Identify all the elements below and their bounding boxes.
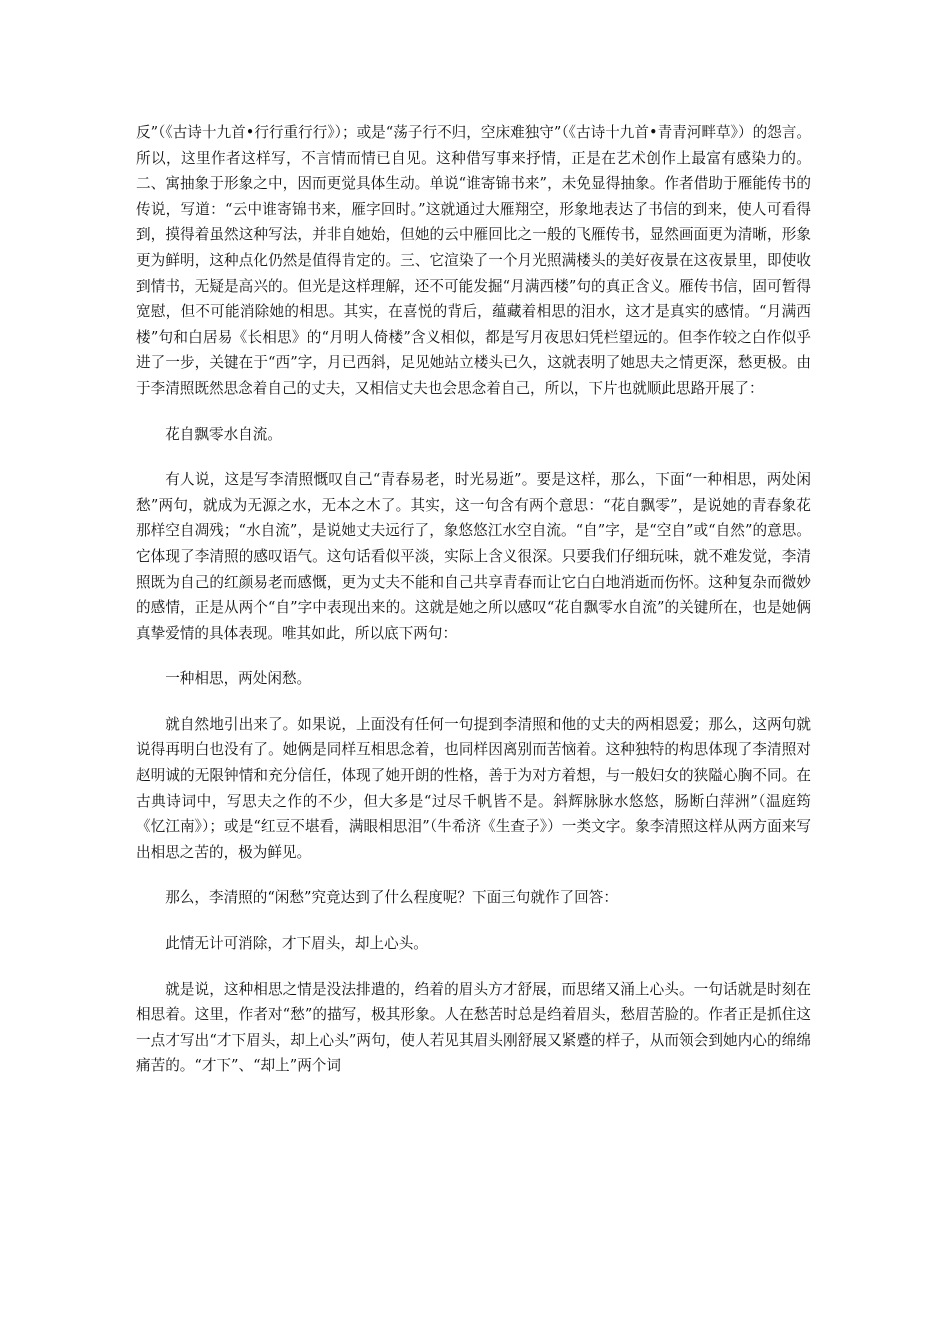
paragraph-quoted-line-2: 一种相思，两处闲愁。: [165, 670, 312, 688]
paragraph-commentary-3: 就自然地引出来了。如果说，上面没有任何一句提到李清照和他的丈夫的两相恩爱；那么，这两句就说得再明白也没有了。她俩是同样互相思念着，也同样因离别而苦恼着。这种独特的构思体现了李清照对赵明诚的无限钟情和充分信任，体现了她开朗的性格，善于为对方着想，与一般妇女的狭隘心胸不同。在古典诗词中，写思夫之作的不少，但大多是“过尽千帆皆不是。斜辉脉脉水悠悠，肠断白萍洲”（温庭筠《忆江南》）；或是“红豆不堪看，满眼相思泪”（牛希济《生查子》）一类文字。象李清照这样从两方面来写出相思之苦的，极为鲜见。: [136, 715, 811, 861]
paragraph-quoted-line-3: 此情无计可消除，才下眉头，却上心头。: [165, 935, 428, 953]
paragraph-commentary-1: 反”（《古诗十九首•行行重行行》）；或是“荡子行不归，空床难独守”（《古诗十九首•青青河畔草》）的怨言。所以，这里作者这样写，不言情而情已自见。这种借写事来抒情，正是在艺术创作上最富有感染力的。二、寓抽象于形象之中，因而更觉具体生动。单说“谁寄锦书来”，未免显得抽象。作者借助于雁能传书的传说，写道：“云中谁寄锦书来，雁字回时。”这就通过大雁翔空，形象地表达了书信的到来，使人可看得到，摸得着虽然这种写法，并非自她始，但她的云中雁回比之一般的飞雁传书，显然画面更为清晰，形象更为鲜明，这种点化仍然是值得肯定的。三、它渲染了一个月光照满楼头的美好夜景在这夜景里，即使收到情书，无疑是高兴的。但光是这样理解，还不可能发掘“月满西楼”句的真正含义。雁传书信，固可暂得宽慰，但不可能消除她的相思。其实，在喜悦的背后，蕴藏着相思的泪水，这才是真实的感情。“月满西楼”句和白居易《长相思》的“月明人倚楼”含义相似，都是写月夜思妇凭栏望远的。但李作较之白作似乎进了一步，关键在于“西”字，月已西斜，足见她站立楼头已久，这就表明了她思夫之情更深，愁更极。由于李清照既然思念着自己的丈夫，又相信丈夫也会思念着自己，所以，下片也就顺此思路开展了：: [136, 124, 811, 397]
paragraph-commentary-5: 就是说，这种相思之情是没法排遣的，绉着的眉头方才舒展，而思绪又涌上心头。一句话就是时刻在相思着。这里，作者对“愁”的描写，极其形象。人在愁苦时总是绉着眉头，愁眉苦脸的。作者正是抓住这一点才写出“才下眉头，却上心头”两句，使人若见其眉头刚舒展又紧蹙的样子，从而领会到她内心的绵绵痛苦的。“才下”、“却上”两个词: [136, 980, 811, 1075]
paragraph-commentary-2: 有人说，这是写李清照慨叹自己“青春易老，时光易逝”。要是这样，那么，下面“一种相思，两处闲愁”两句，就成为无源之水，无本之木了。其实，这一句含有两个意思：“花自飘零”，是说她的青春象花那样空自凋残；“水自流”，是说她丈夫远行了，象悠悠江水空自流。“自”字，是“空自”或“自然”的意思。它体现了李清照的感叹语气。这句话看似平淡，实际上含义很深。只要我们仔细玩味，就不难发觉，李清照既为自己的红颜易老而感慨，更为丈夫不能和自己共享青春而让它白白地消逝而伤怀。这种复杂而微妙的感情，正是从两个“自”字中表现出来的。这就是她之所以感叹“花自飘零水自流”的关键所在，也是她俩真挚爱情的具体表现。唯其如此，所以底下两句：: [136, 471, 811, 642]
document-page: [136, 120, 811, 1099]
paragraph-quoted-line-1: 花自飘零水自流。: [165, 425, 282, 443]
paragraph-commentary-4: 那么，李清照的“闲愁”究竟达到了什么程度呢？下面三句就作了回答：: [165, 889, 618, 907]
